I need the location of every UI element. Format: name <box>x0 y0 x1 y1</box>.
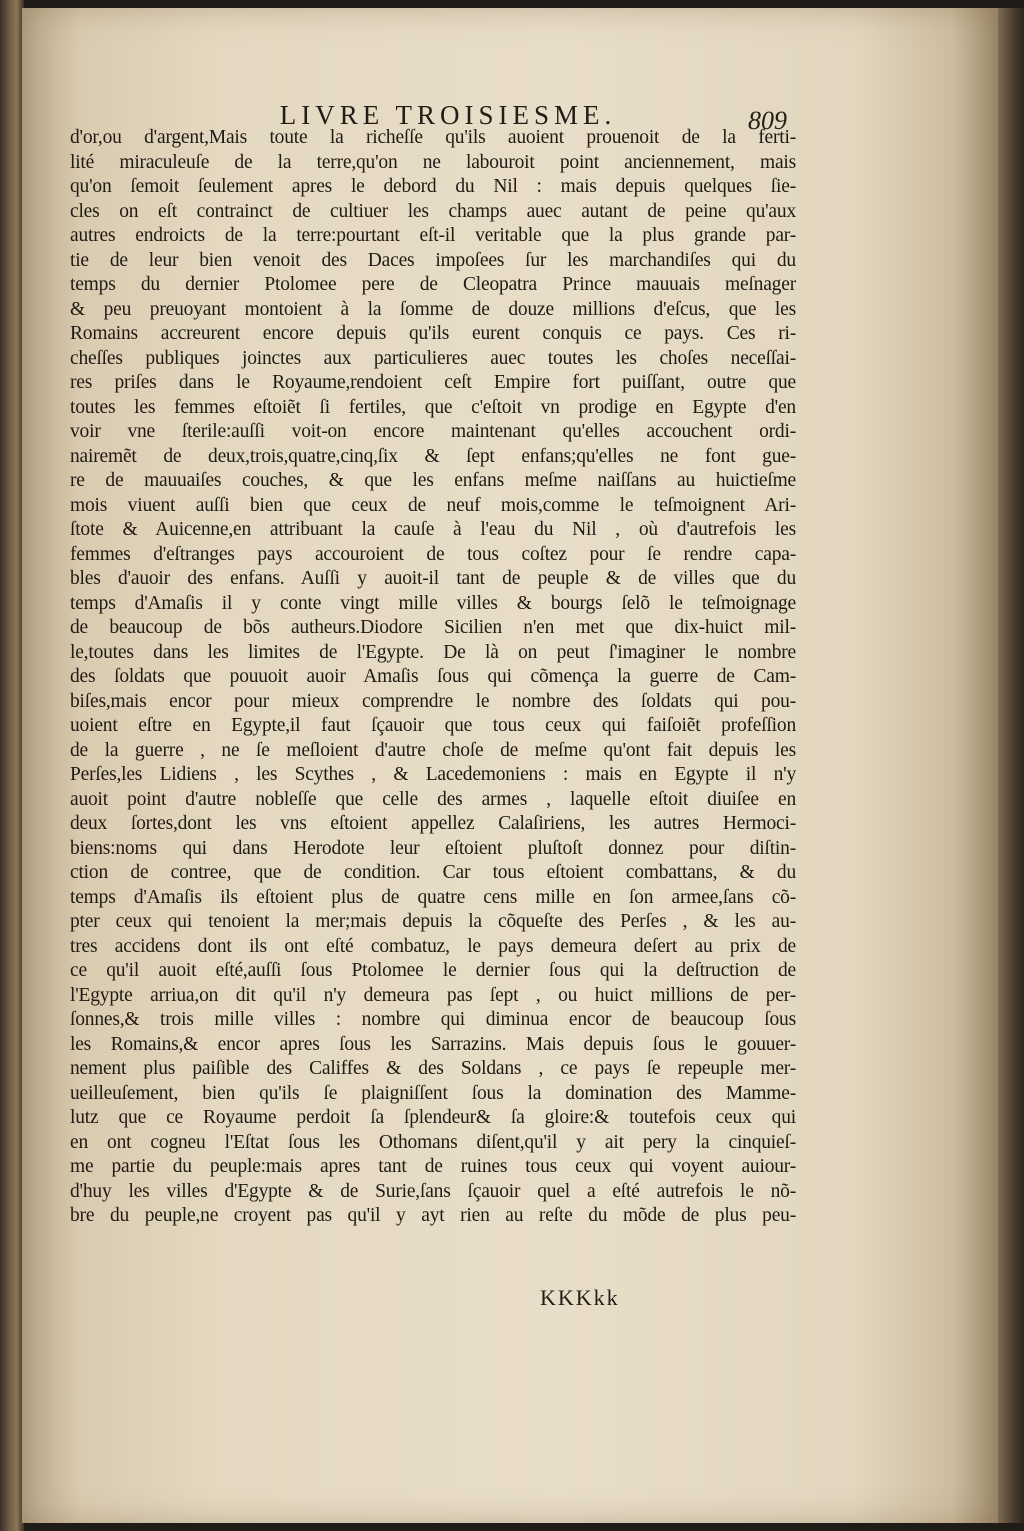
text-line: ſonnes,& trois mille villes : nombre qui diminua encor de beaucoup ſous <box>70 1009 796 1030</box>
text-line: tie de leur bien venoit des Daces impoſees ſur les marchandiſes qui du <box>70 249 796 271</box>
text-line: les Romains,& encor apres ſous les Sarrazins. Mais depuis ſous le gouuer- <box>70 1033 796 1055</box>
text-line: biens:noms qui dans Herodote leur eſtoient pluſtoſt donnez pour diſtin- <box>70 837 796 859</box>
text-line: femmes d'eſtranges pays accouroient de tous coſtez pour ſe rendre capa- <box>70 543 796 565</box>
text-line: toutes les femmes eſtoiẽt ſi fertiles, que c'eſtoit vn prodige en Egypte d'en <box>70 396 796 418</box>
text-line: d'huy les villes d'Egypte & de Surie,ſans ſçauoir quel a eſté autrefois le nõ- <box>70 1180 796 1202</box>
text-line: cheſſes publiques joinctes aux particulieres auec toutes les choſes neceſſai- <box>70 347 796 369</box>
text-line: Perſes,les Lidiens , les Scythes , & Lacedemoniens : mais en Egypte il n'y <box>70 764 796 785</box>
text-line: qu'on ſemoit ſeulement apres le debord du Nil : mais depuis quelques ſie- <box>70 176 796 197</box>
text-line: pter ceux qui tenoient la mer;mais depuis la cõqueſte des Perſes , & les au- <box>70 911 796 932</box>
text-line: temps d'Amaſis ils eſtoient plus de quatre cens mille en ſon armee,ſans cõ- <box>70 886 796 908</box>
text-line: uoient eſtre en Egypte,il faut ſçauoir que tous ceux qui faiſoiẽt profeſſion <box>70 715 796 736</box>
text-line: auoit point d'autre nobleſſe que celle des armes , laquelle eſtoit diuiſee en <box>70 788 796 810</box>
page-number: 809 <box>748 106 787 135</box>
text-line: le,toutes dans les limites de l'Egypte. De là on peut ſ'imaginer le nombre <box>70 641 796 663</box>
text-line: ce qu'il auoit eſté,auſſi ſous Ptolomee le dernier ſous qui la deſtruction de <box>70 960 796 981</box>
text-line: biſes,mais encor pour mieux comprendre le nombre des ſoldats qui pou- <box>70 690 796 712</box>
facing-page-edge <box>0 0 24 1531</box>
text-line: bles d'auoir des enfans. Auſſi y auoit-il tant de peuple & de villes que du <box>70 568 796 589</box>
text-line: ction de contree, que de condition. Car tous eſtoient combattans, & du <box>70 862 796 883</box>
text-line: me partie du peuple:mais apres tant de ruines tous ceux qui voyent auiour- <box>70 1156 796 1177</box>
text-line: Romains accreurent encore depuis qu'ils eurent conquis ce pays. Ces ri- <box>70 323 796 344</box>
text-line: de beaucoup de bõs autheurs.Diodore Sicilien n'en met que dix-huict mil- <box>70 617 796 638</box>
text-line: lité miraculeuſe de la terre,qu'on ne labouroit point anciennement, mais <box>70 151 796 173</box>
text-line: nement plus paiſible des Califfes & des Soldans , ce pays ſe repeuple mer- <box>70 1058 796 1079</box>
text-line: deux ſortes,dont les vns eſtoient appellez Calaſiriens, les autres Hermoci- <box>70 813 796 834</box>
text-line: nairemẽt de deux,trois,quatre,cinq,ſix & ſept enfans;qu'elles ne font gue- <box>70 445 796 467</box>
text-line: autres endroicts de la terre:pourtant eſt-il veritable que la plus grande par- <box>70 225 796 246</box>
text-line: re de mauuaiſes couches, & que les enfans meſme naiſſans au huictieſme <box>70 470 796 491</box>
signature-mark: KKKkk <box>540 1285 620 1310</box>
running-title: LIVRE TROISIESME. <box>279 100 617 130</box>
text-line: lutz que ce Royaume perdoit ſa ſplendeur& ſa gloire:& toutefois ceux qui <box>70 1107 796 1128</box>
text-line: voir vne ſterile:auſſi voit-on encore maintenant qu'elles accouchent ordi- <box>70 421 796 442</box>
text-line: tres accidens dont ils ont eſté combatuz, le pays demeura deſert au prix de <box>70 935 796 957</box>
text-line: ueilleuſement, bien qu'ils ſe plaigniſſent ſous la domination des Mamme- <box>70 1082 796 1104</box>
text-line: d'or,ou d'argent,Mais toute la richeſſe qu'ils auoient prouenoit de la ferti- <box>70 127 796 148</box>
text-line: cles on eſt contrainct de cultiuer les champs auec autant de peine qu'aux <box>70 200 796 222</box>
text-line: res priſes dans le Royaume,rendoient ceſt Empire fort puiſſant, outre que <box>70 372 796 393</box>
text-line: ſtote & Auicenne,en attribuant la cauſe à l'eau du Nil , où d'autrefois les <box>70 519 796 540</box>
text-line: de la guerre , ne ſe meſloient d'autre choſe de meſme qu'ont fait depuis les <box>70 739 796 761</box>
text-line: l'Egypte arriua,on dit qu'il n'y demeura pas ſept , ou huict millions de per- <box>70 984 796 1006</box>
text-line: temps du dernier Ptolomee pere de Cleopatra Prince mauuais meſnager <box>70 274 796 295</box>
text-line: bre du peuple,ne croyent pas qu'il y ayt rien au reſte du mõde de plus peu- <box>70 1205 796 1226</box>
text-line: & peu preuoyant montoient à la ſomme de douze millions d'eſcus, que les <box>70 298 796 320</box>
page-fore-edge <box>998 8 1024 1523</box>
text-line: temps d'Amaſis il y conte vingt mille villes & bourgs ſelõ le teſmoignage <box>70 592 796 614</box>
text-line: des ſoldats que pouuoit auoir Amaſis ſous qui cõmença la guerre de Cam- <box>70 666 796 687</box>
text-line: en ont cogneu l'Eſtat ſous les Othomans diſent,qu'il y ait pery la cinquieſ- <box>70 1131 796 1153</box>
body-text <box>70 126 796 1229</box>
text-line: mois viuent auſſi bien que ceux de neuf mois,comme le teſmoignent Ari- <box>70 494 796 516</box>
